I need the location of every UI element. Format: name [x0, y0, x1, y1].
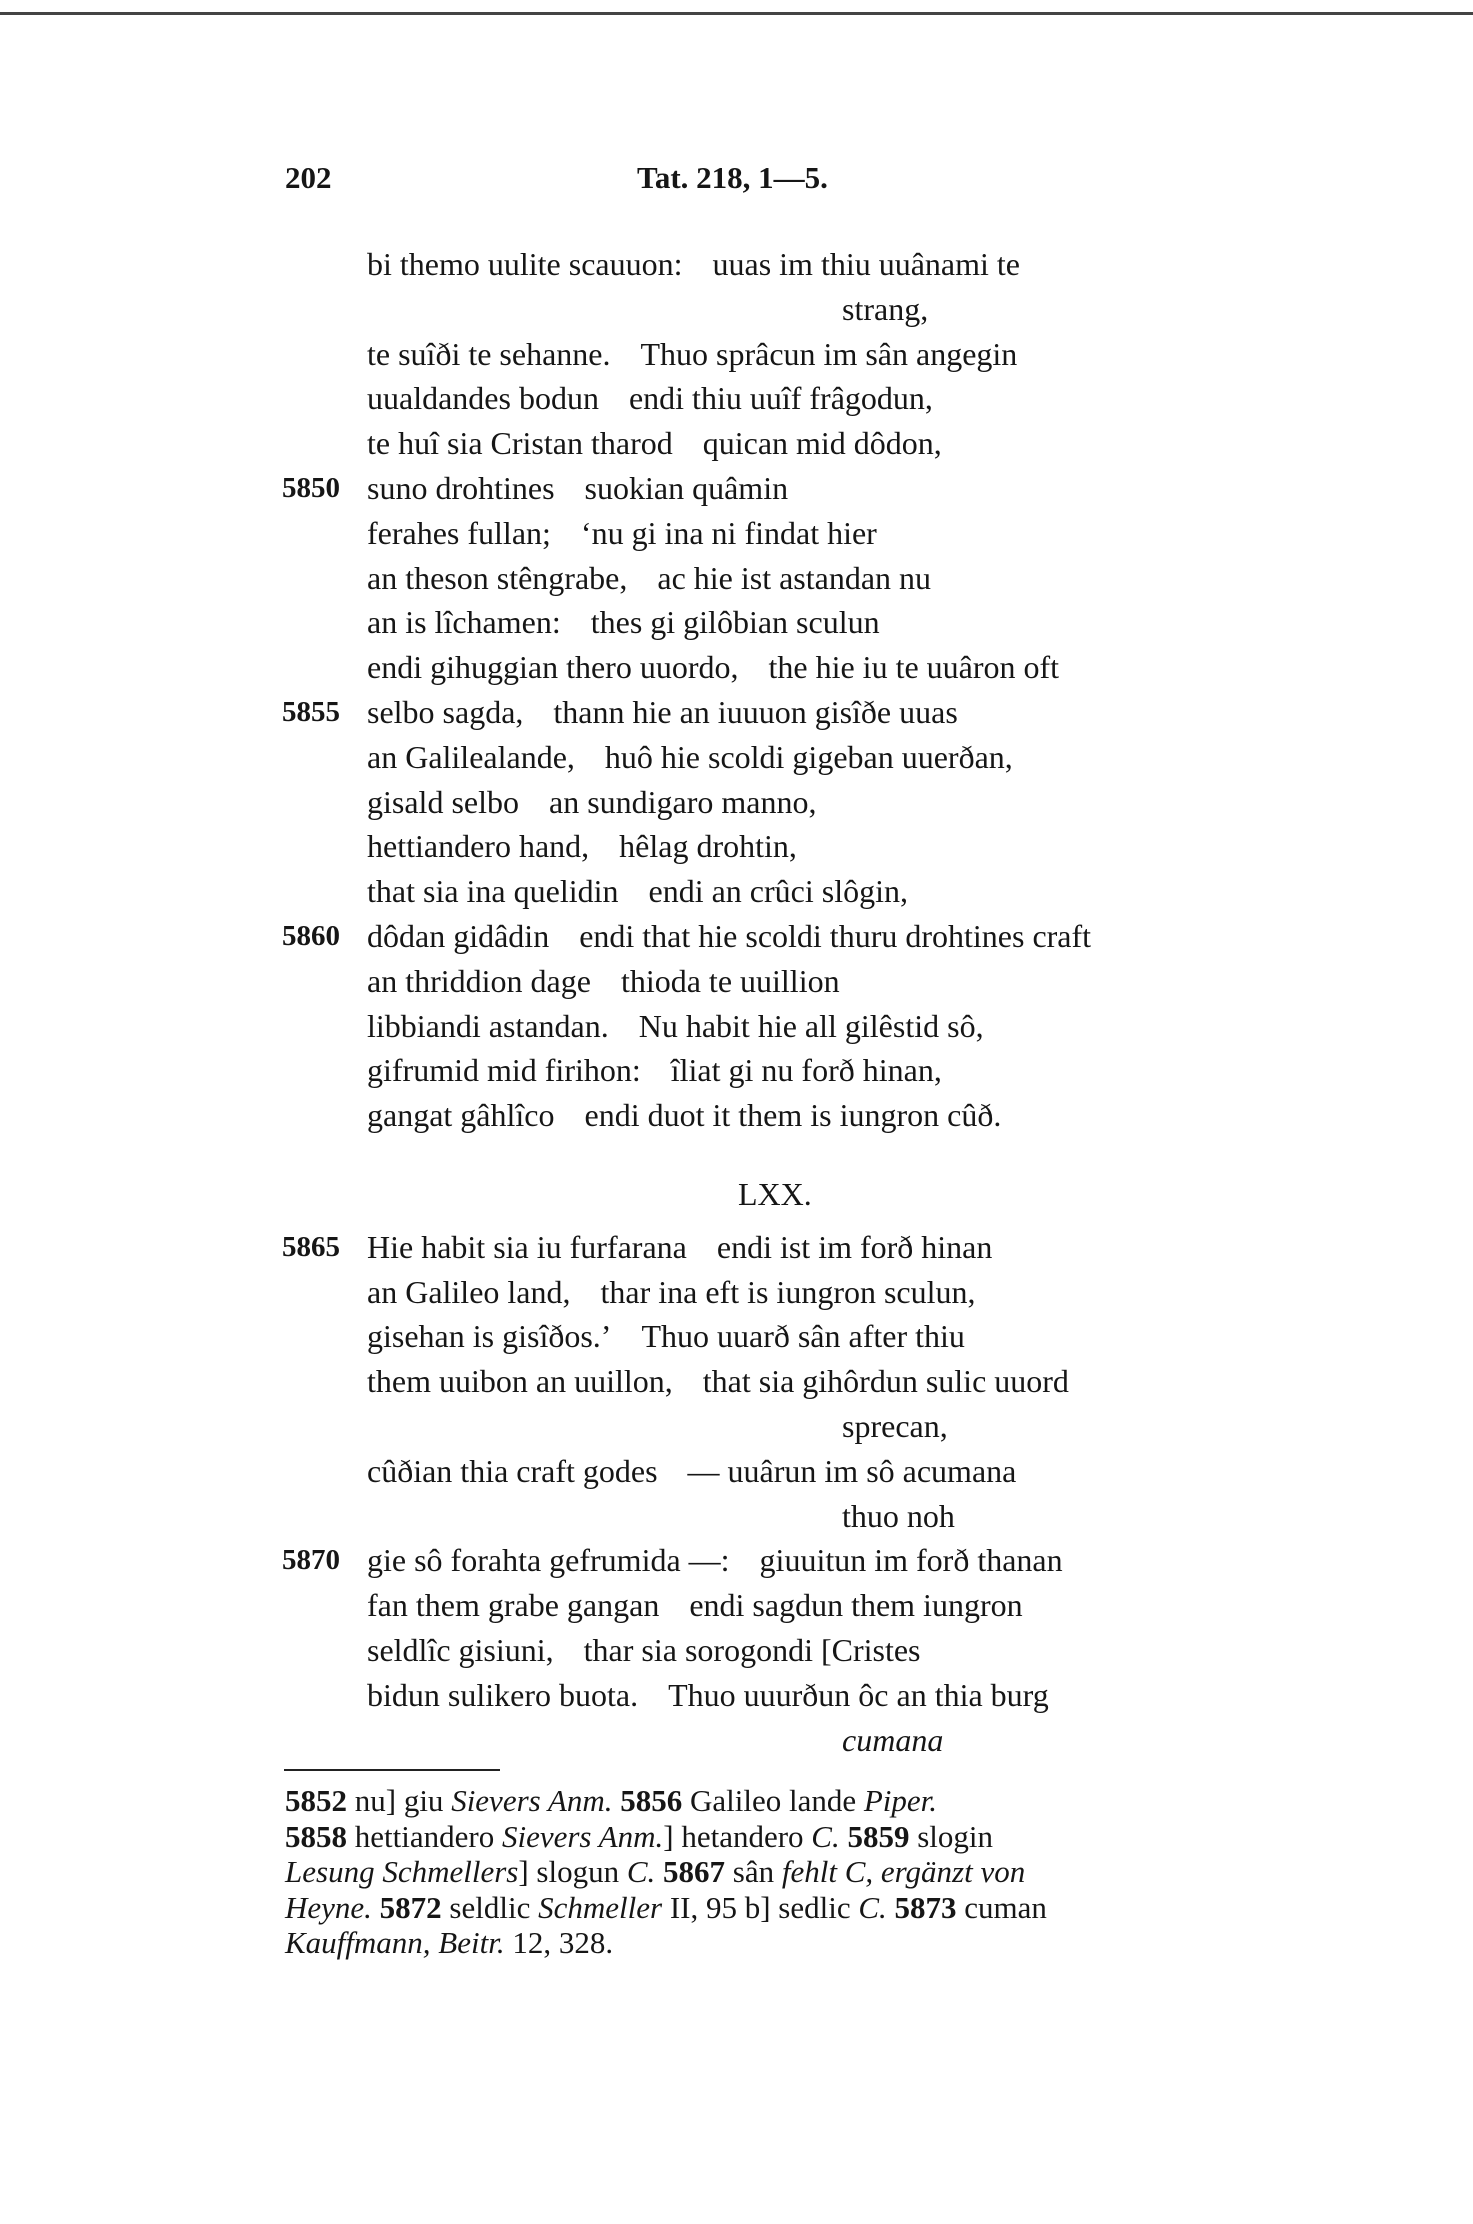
verse-line: [282, 869, 1302, 914]
verse-half-a: te suîði te sehanne.: [367, 335, 611, 372]
verse-half-b: thioda te uuillion: [620, 962, 840, 999]
top-edge-rule: [0, 12, 1473, 15]
verse-line: [282, 735, 1302, 780]
verse-half-b: quican mid dôdon,: [702, 425, 942, 462]
section-heading: LXX.: [738, 1175, 812, 1212]
verse-line: [282, 914, 1302, 959]
verse-half-a: gie sô forahta gefrumida —:: [367, 1542, 730, 1579]
verse-line: [282, 1628, 1302, 1673]
verse-half-a: an thriddion dage: [367, 962, 591, 999]
verse-half-a: gifrumid mid firihon:: [367, 1052, 641, 1089]
verse-line: [282, 600, 1302, 645]
verse-half-a: libbiandi astandan.: [367, 1007, 609, 1044]
verse-half-a: cûðian thia craft godes: [367, 1452, 658, 1489]
verse-line: [282, 1048, 1302, 1093]
verse-line: [282, 1093, 1302, 1138]
verse-line: [282, 1314, 1302, 1359]
verse-line: [282, 1359, 1302, 1404]
verse-half-b: uuas im thiu uuânami te: [712, 246, 1020, 282]
verse-half-a: bi themo uulite scauuon:: [367, 246, 683, 282]
section-heading-line: [282, 1172, 1302, 1217]
verse-half-a: uualdandes bodun: [367, 380, 599, 417]
verse-line: [282, 1004, 1302, 1049]
verse-line: [282, 1583, 1302, 1628]
verse-half-b: endi duot it them is iungron cûð.: [584, 1097, 1002, 1134]
verse-line: [282, 332, 1302, 377]
verse-line: [282, 1449, 1302, 1494]
verse-half-b: an sundigaro manno,: [548, 783, 817, 820]
verse-half-b: cumana: [842, 1721, 944, 1758]
verse-line: [282, 824, 1302, 869]
verse-half-b: endi that hie scoldi thuru drohtines craft: [579, 917, 1092, 954]
verse-half-b: thes gi gilôbian sculun: [590, 604, 880, 641]
verse-half-b: thuo noh: [842, 1497, 955, 1534]
verse-line: [282, 959, 1302, 1004]
verse-half-b: ‘nu gi ina ni findat hier: [580, 514, 877, 551]
verse-half-a: gisald selbo: [367, 783, 519, 820]
verse-line: [282, 376, 1302, 421]
verse-half-a: that sia ina quelidin: [367, 873, 619, 910]
verse-half-a: te huî sia Cristan tharod: [367, 425, 673, 462]
verse-half-b: endi ist im forð hinan: [716, 1228, 993, 1265]
verse-line: [282, 1270, 1302, 1315]
verse-half-b: that sia gihôrdun sulic uuord: [702, 1363, 1069, 1400]
verse-half-b: Thuo sprâcun im sân angegin: [640, 335, 1018, 372]
verse-line: [282, 780, 1302, 825]
verse-half-a: endi gihuggian thero uuordo,: [367, 649, 739, 686]
line-number: 5855: [282, 695, 340, 728]
verse-half-b: endi thiu uuîf frâgodun,: [628, 380, 933, 417]
verse-half-b: suokian quâmin: [584, 469, 789, 506]
verse-half-b: strang,: [842, 290, 929, 327]
verse-line: [282, 287, 1302, 332]
verse-half-b: Thuo uuurðun ôc an thia burg: [668, 1676, 1049, 1713]
footnote-line: 5858 hettiandero Sievers Anm.] hetandero C. 5859 slogin: [285, 1818, 994, 1854]
line-number: 5870: [282, 1544, 340, 1577]
footnote-line: Lesung Schmellers] slogun C. 5867 sân fehlt C, ergänzt von: [285, 1854, 1026, 1889]
verse-text: [282, 242, 1302, 1762]
verse-line: [282, 1673, 1302, 1718]
footnote-rule: [284, 1769, 500, 1771]
verse-line: [282, 645, 1302, 690]
verse-half-b: thann hie an iuuuon gisîðe uuas: [553, 693, 958, 730]
verse-line: [282, 421, 1302, 466]
verse-half-b: thar ina eft is iungron sculun,: [600, 1273, 976, 1310]
verse-half-a: an Galilealande,: [367, 738, 575, 775]
verse-half-a: an Galileo land,: [367, 1273, 571, 1310]
running-head: Tat. 218, 1—5.: [637, 160, 828, 195]
verse-half-b: giuuitun im forð thanan: [759, 1542, 1063, 1579]
verse-half-b: endi an crûci slôgin,: [648, 873, 908, 910]
spacer: [282, 1138, 1302, 1172]
verse-line: [282, 690, 1302, 735]
verse-line: [282, 242, 1302, 287]
verse-half-b: ac hie ist astandan nu: [657, 559, 932, 596]
footnote-line: 5852 nu] giu Sievers Anm. 5856 Galileo lande Piper.: [285, 1783, 938, 1818]
verse-half-a: hettiandero hand,: [367, 828, 590, 865]
line-number: 5865: [282, 1230, 340, 1263]
page-number: 202: [285, 160, 332, 195]
verse-half-a: dôdan gidâdin: [367, 917, 550, 954]
footnotes: [285, 1783, 1295, 1961]
verse-half-a: fan them grabe gangan: [367, 1587, 660, 1624]
verse-half-a: an is lîchamen:: [367, 604, 561, 641]
verse-half-b: — uuârun im sô acumana: [687, 1452, 1017, 1489]
verse-half-b: huô hie scoldi gigeban uuerðan,: [604, 738, 1013, 775]
footnote-line: Heyne. 5872 seldlic Schmeller II, 95 b] sedlic C. 5873 cuman: [285, 1889, 1047, 1925]
spacer: [282, 1217, 1302, 1225]
verse-line: [282, 1718, 1302, 1763]
verse-line: [282, 1538, 1302, 1583]
verse-half-a: suno drohtines: [367, 469, 555, 506]
verse-line: [282, 466, 1302, 511]
verse-line: [282, 1494, 1302, 1539]
verse-half-a: bidun sulikero buota.: [367, 1676, 639, 1713]
verse-half-a: gisehan is gisîðos.’: [367, 1318, 612, 1355]
verse-half-a: them uuibon an uuillon,: [367, 1363, 673, 1400]
verse-half-b: hêlag drohtin,: [619, 828, 797, 865]
verse-half-b: îliat gi nu forð hinan,: [670, 1052, 942, 1089]
verse-line: [282, 556, 1302, 601]
verse-half-a: gangat gâhlîco: [367, 1097, 555, 1134]
verse-half-a: Hie habit sia iu furfarana: [367, 1228, 687, 1265]
verse-half-a: seldlîc gisiuni,: [367, 1631, 554, 1668]
verse-line: [282, 511, 1302, 556]
verse-half-b: Thuo uuarð sân after thiu: [641, 1318, 965, 1355]
verse-half-b: sprecan,: [842, 1407, 948, 1444]
footnote-line: Kauffmann, Beitr. 12, 328.: [285, 1925, 614, 1960]
verse-half-b: the hie iu te uuâron oft: [768, 649, 1060, 686]
verse-half-a: selbo sagda,: [367, 693, 524, 730]
verse-half-a: ferahes fullan;: [367, 514, 551, 551]
verse-half-b: endi sagdun them iungron: [689, 1587, 1023, 1624]
verse-half-b: thar sia sorogondi [Cristes: [583, 1631, 921, 1668]
line-number: 5850: [282, 471, 340, 504]
verse-line: [282, 1404, 1302, 1449]
verse-half-a: an theson stêngrabe,: [367, 559, 628, 596]
verse-half-b: Nu habit hie all gilêstid sô,: [638, 1007, 984, 1044]
line-number: 5860: [282, 919, 340, 952]
verse-line: [282, 1225, 1302, 1270]
